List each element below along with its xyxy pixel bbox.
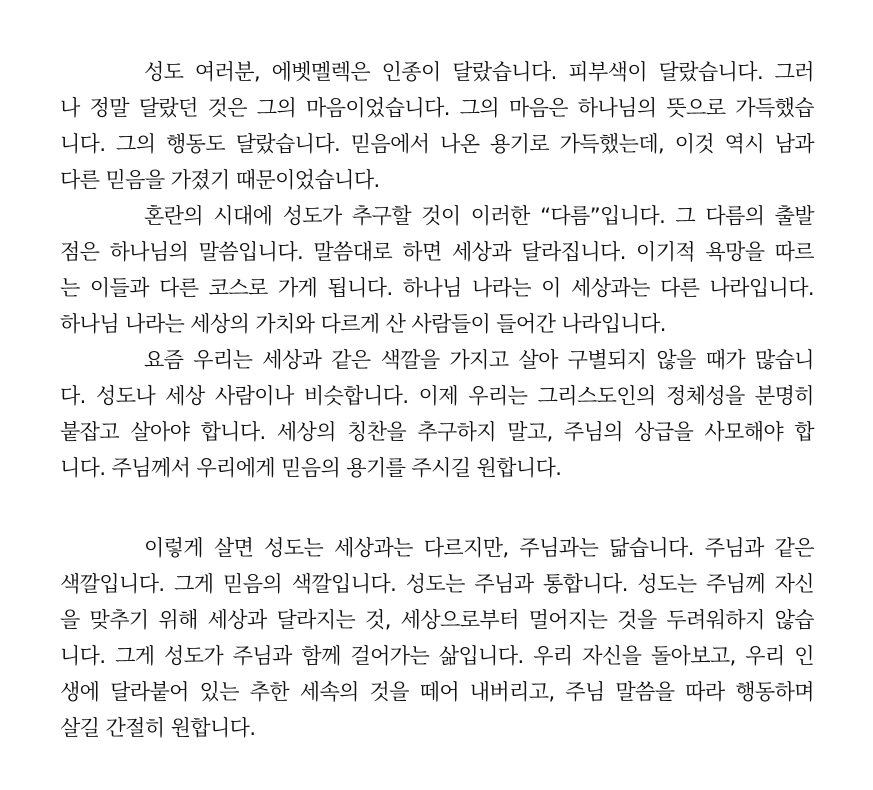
text-line: 다. 성도나 세상 사람이나 비슷합니다. 이제 우리는 그리스도인의 정체성을 분명히 — [60, 384, 814, 408]
text-line: 다른 믿음을 가졌기 때문이었습니다. — [60, 168, 380, 192]
text-line: 살길 간절히 원합니다. — [60, 716, 256, 740]
text-line: 이렇게 살면 성도는 세상과는 다르지만, 주님과는 닮습니다. 주님과 같은 — [144, 536, 814, 560]
text-line: 혼란의 시대에 성도가 추구할 것이 이러한 “다름”입니다. 그 다름의 출발 — [144, 204, 814, 228]
text-line: 니다. 그의 행동도 달랐습니다. 믿음에서 나온 용기로 가득했는데, 이것 역시 남과 — [60, 132, 814, 156]
text-line: 나 정말 달랐던 것은 그의 마음이었습니다. 그의 마음은 하나님의 뜻으로 가득했습 — [60, 96, 814, 120]
text-line: 붙잡고 살아야 합니다. 세상의 칭찬을 추구하지 말고, 주님의 상급을 사모해야 합 — [60, 420, 814, 444]
text-line: 요즘 우리는 세상과 같은 색깔을 가지고 살아 구별되지 않을 때가 많습니 — [144, 348, 814, 372]
text-line: 색깔입니다. 그게 믿음의 색깔입니다. 성도는 주님과 통합니다. 성도는 주님께 자신 — [60, 572, 814, 596]
text-line: 하나님 나라는 세상의 가치와 다르게 산 사람들이 들어간 나라입니다. — [60, 312, 666, 336]
text-line: 니다. 그게 성도가 주님과 함께 걸어가는 삶입니다. 우리 자신을 돌아보고, 우리 인 — [60, 644, 814, 668]
text-line: 생에 달라붙어 있는 추한 세속의 것을 떼어 내버리고, 주님 말씀을 따라 행동하며 — [60, 680, 814, 704]
text-line: 점은 하나님의 말씀입니다. 말씀대로 하면 세상과 달라집니다. 이기적 욕망을 따르 — [60, 240, 814, 264]
text-line: 을 맞추기 위해 세상과 달라지는 것, 세상으로부터 멀어지는 것을 두려워하지 않습 — [60, 608, 814, 632]
text-line: 는 이들과 다른 코스로 가게 됩니다. 하나님 나라는 이 세상과는 다른 나라입니다. — [60, 276, 814, 300]
text-line: 니다. 주님께서 우리에게 믿음의 용기를 주시길 원합니다. — [60, 456, 562, 480]
text-line: 성도 여러분, 에벳멜렉은 인종이 달랐습니다. 피부색이 달랐습니다. 그러 — [144, 60, 814, 84]
